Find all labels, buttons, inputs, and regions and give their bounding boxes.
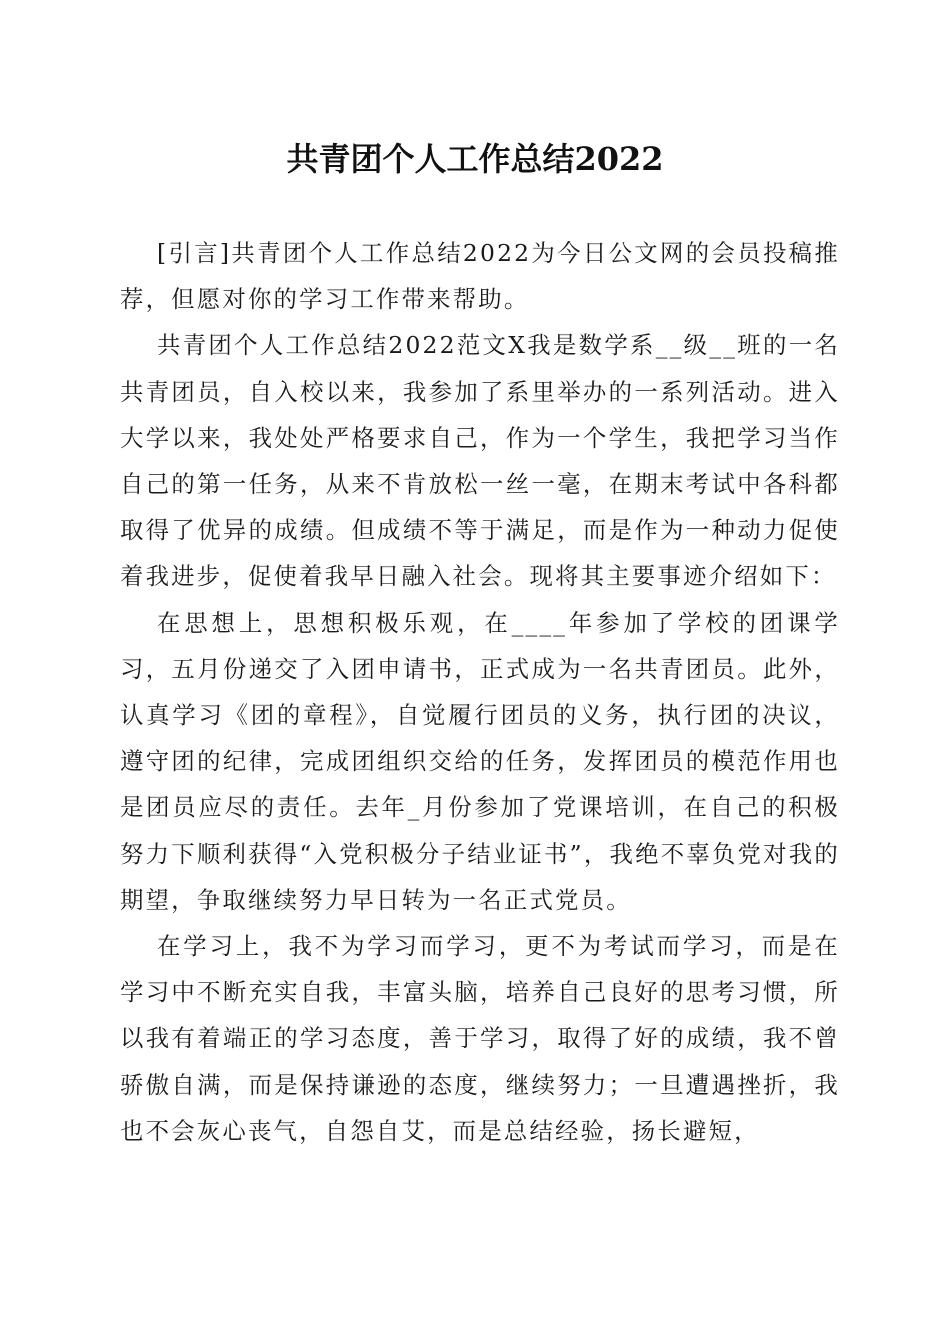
document-body — [120, 230, 840, 1154]
paragraph-profile: 共青团个人工作总结2022范文X我是数学系__级__班的一名共青团员，自入校以来，我参加了系里举办的一系列活动。进入大学以来，我处处严格要求自己，作为一个学生，我把学习当作自己的第一任务，从来不肯放松一丝一毫，在期末考试中各科都取得了优异的成绩。但成绩不等于满足，而是作为一种动力促使着我进步，促使着我早日融入社会。现将其主要事迹介绍如下： — [120, 331, 840, 591]
paragraph-ideology: 在思想上，思想积极乐观，在____年参加了学校的团课学习，五月份递交了入团申请书，正式成为一名共青团员。此外，认真学习《团的章程》，自觉履行团员的义务，执行团的决议，遵守团的纪律，完成团组织交给的任务，发挥团员的模范作用也是团员应尽的责任。去年_月份参加了党课培训，在自己的积极努力下顺利获得“入党积极分子结业证书”，我绝不辜负党对我的期望，争取继续努力早日转为一名正式党员。 — [120, 608, 840, 914]
paragraph-study: 在学习上，我不为学习而学习，更不为考试而学习，而是在学习中不断充实自我，丰富头脑，培养自己良好的思考习惯，所以我有着端正的学习态度，善于学习，取得了好的成绩，我不曾骄傲自满，而是保持谦逊的态度，继续努力；一旦遭遇挫折，我也不会灰心丧气，自怨自艾，而是总结经验，扬长避短， — [120, 932, 840, 1145]
paragraph-intro: [引言]共青团个人工作总结2022为今日公文网的会员投稿推荐，但愿对你的学习工作带来帮助。 — [120, 239, 840, 314]
document-title: 共青团个人工作总结2022 — [286, 140, 664, 178]
